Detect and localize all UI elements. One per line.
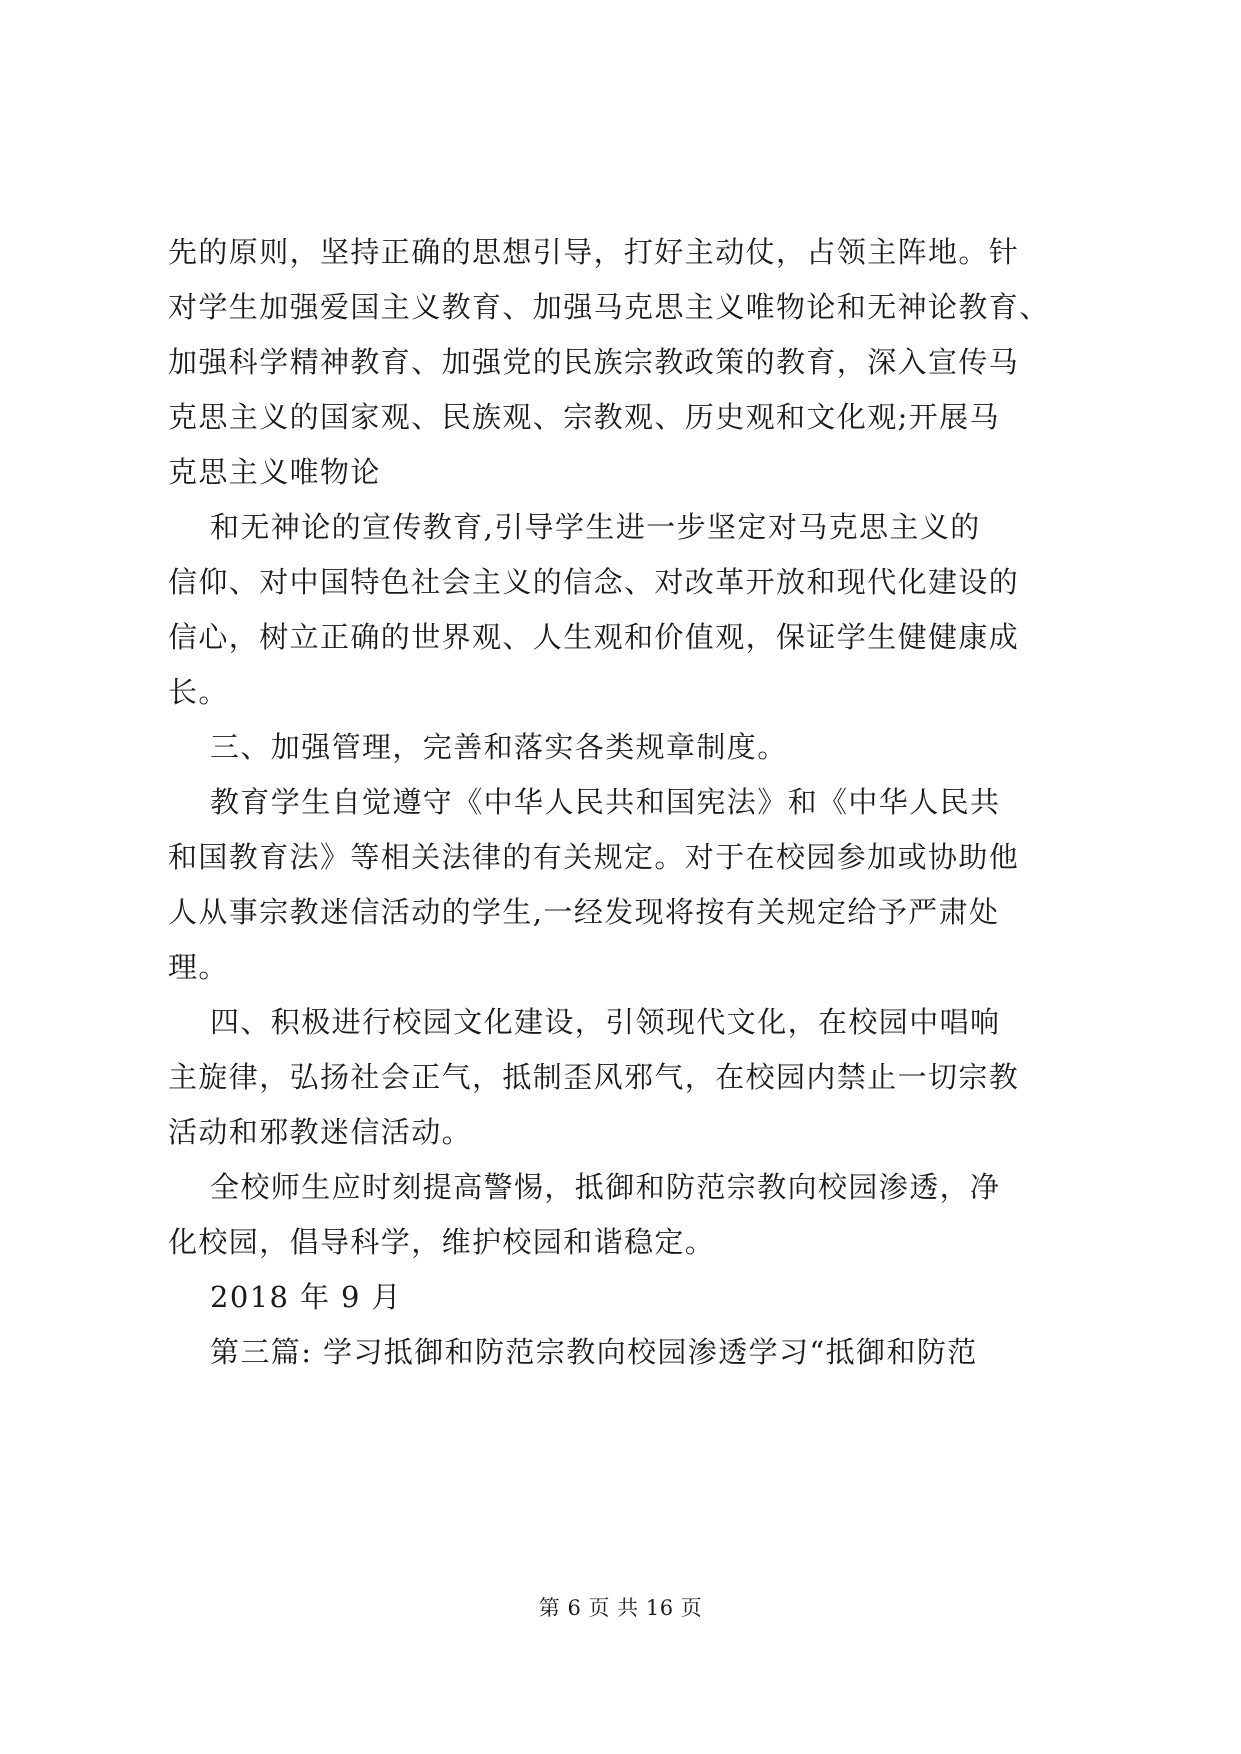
chapter-heading: 第三篇: 学习抵御和防范宗教向校园渗透学习“抵御和防范 — [210, 1335, 978, 1369]
text-line: 先的原则，坚持正确的思想引导，打好主动仗，占领主阵地。针 — [168, 235, 1020, 269]
section-heading: 四、积极进行校园文化建设，引领现代文化，在校园中唱响 — [210, 1005, 1001, 1039]
text-line: 克思主义的国家观、民族观、宗教观、历史观和文化观;开展马 — [168, 400, 1000, 434]
page-number-footer: 第 6 页 共 16 页 — [538, 1596, 703, 1620]
paragraph-start-line: 教育学生自觉遵守《中华人民共和国宪法》和《中华人民共 — [210, 785, 1001, 819]
paragraph-start-line: 和无神论的宣传教育,引导学生进一步坚定对马克思主义的 — [210, 510, 981, 544]
date-line: 2018 年 9 月 — [210, 1280, 402, 1314]
section-heading: 三、加强管理，完善和落实各类规章制度。 — [210, 730, 788, 764]
text-line: 对学生加强爱国主义教育、加强马克思主义唯物论和无神论教育、 — [168, 290, 1050, 324]
text-line: 理。 — [168, 950, 229, 984]
text-line: 主旋律，弘扬社会正气，抵制歪风邪气，在校园内禁止一切宗教 — [168, 1060, 1020, 1094]
paragraph-start-line: 全校师生应时刻提高警惕，抵御和防范宗教向校园渗透，净 — [210, 1170, 1001, 1204]
text-line: 化校园，倡导科学，维护校园和谐稳定。 — [168, 1225, 716, 1259]
text-line: 和国教育法》等相关法律的有关规定。对于在校园参加或协助他 — [168, 840, 1020, 874]
text-line: 长。 — [168, 675, 229, 709]
text-line: 信心，树立正确的世界观、人生观和价值观，保证学生健健康成 — [168, 620, 1020, 654]
text-line: 人从事宗教迷信活动的学生,一经发现将按有关规定给予严肃处 — [168, 895, 1000, 929]
text-line: 克思主义唯物论 — [168, 455, 381, 489]
text-line: 信仰、对中国特色社会主义的信念、对改革开放和现代化建设的 — [168, 565, 1020, 599]
text-line: 活动和邪教迷信活动。 — [168, 1115, 473, 1149]
text-line: 加强科学精神教育、加强党的民族宗教政策的教育，深入宣传马 — [168, 345, 1020, 379]
